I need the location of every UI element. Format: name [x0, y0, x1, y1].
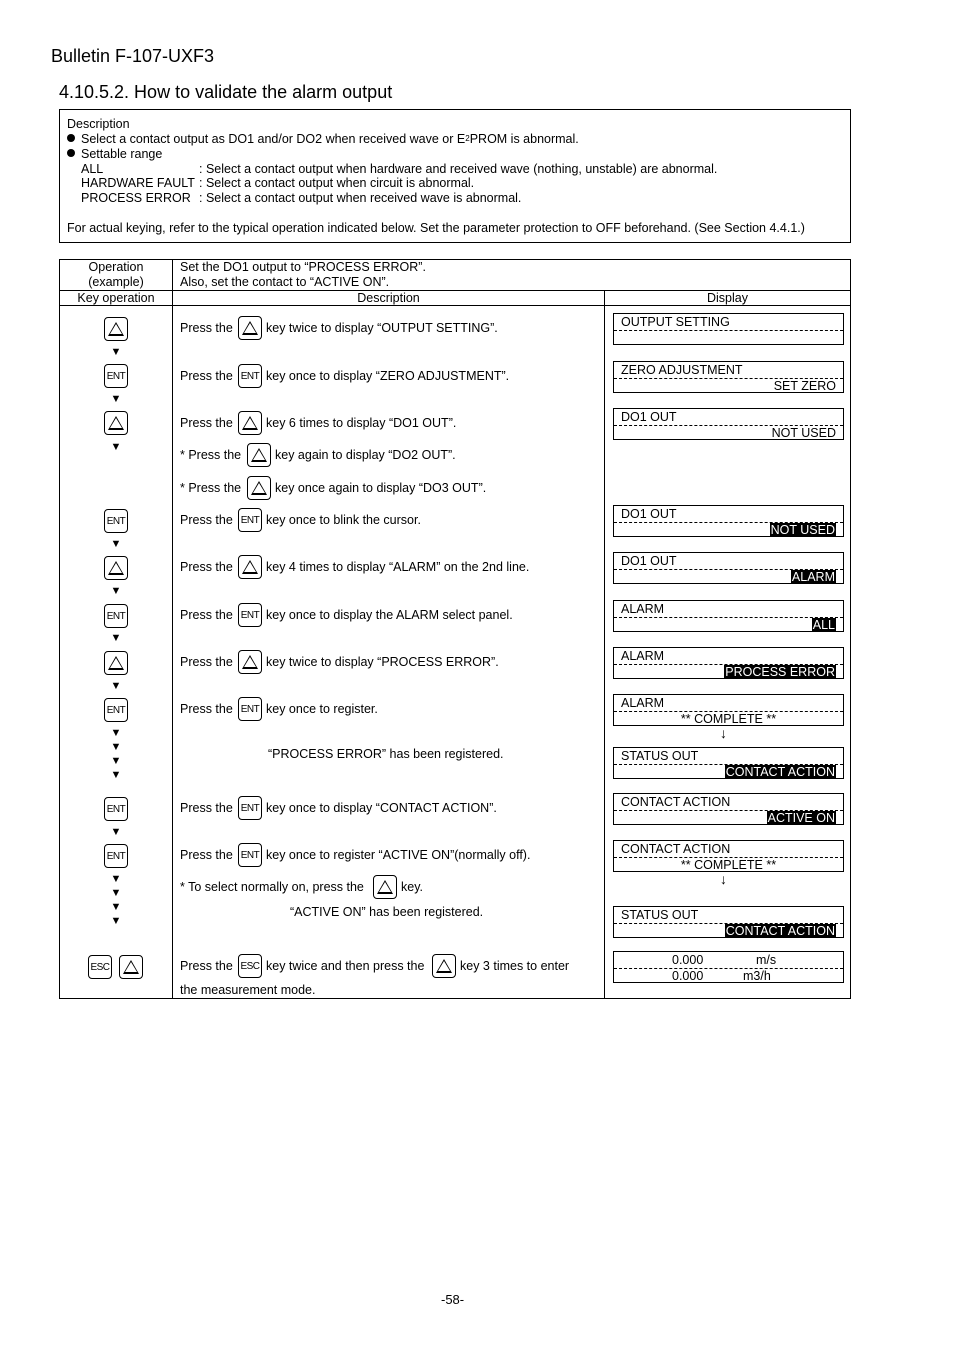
transition-arrow-icon: ↓ — [720, 725, 727, 741]
step-description: key twice to display “PROCESS ERROR”. — [266, 655, 499, 669]
up-key-icon — [104, 651, 128, 675]
arrow-down-icon: ▼ — [110, 755, 122, 767]
table-border — [59, 998, 851, 999]
range-text: : Select a contact output when hardware and received wave (nothing, unstable) are abnormal. — [199, 162, 718, 176]
table-border — [59, 259, 60, 999]
lcd-display: ZERO ADJUSTMENT SET ZERO — [613, 361, 844, 393]
cursor-highlight: ALARM — [791, 570, 835, 584]
cursor-highlight: CONTACT ACTION — [725, 924, 835, 938]
step-note: key again to display “DO2 OUT”. — [275, 448, 456, 462]
step-description: Press the — [180, 655, 233, 669]
description-box — [59, 109, 851, 243]
arrow-down-icon: ▼ — [110, 393, 122, 405]
arrow-down-icon: ▼ — [110, 901, 122, 913]
step-description: key once to register “ACTIVE ON”(normally off). — [266, 848, 531, 862]
arrow-down-icon: ▼ — [110, 741, 122, 753]
up-key-icon — [247, 443, 271, 467]
bullet-item: Select a contact output as DO1 and/or DO2 when received wave or $E^2PROM$ is abnormal. — [67, 132, 579, 148]
ent-key-icon: ENT — [104, 364, 128, 388]
step-description: the measurement mode. — [180, 983, 316, 997]
step-description: key twice to display “OUTPUT SETTING”. — [266, 321, 498, 335]
step-description: Press the — [180, 321, 233, 335]
cursor-highlight: NOT USED — [770, 523, 835, 537]
ent-key-icon: ENT — [104, 844, 128, 868]
cursor-highlight: CONTACT ACTION — [725, 765, 835, 779]
ent-key-icon: ENT — [104, 797, 128, 821]
step-description: Press the — [180, 369, 233, 383]
arrow-down-icon: ▼ — [110, 887, 122, 899]
arrow-down-icon: ▼ — [110, 727, 122, 739]
operation-text: Set the DO1 output to “PROCESS ERROR”. — [180, 260, 426, 274]
column-header-display: Display — [707, 291, 748, 305]
bullet-icon — [67, 149, 75, 157]
lcd-display: STATUS OUT CONTACT ACTION — [613, 747, 844, 779]
step-description: Press the — [180, 801, 233, 815]
page-number: -58- — [441, 1292, 465, 1307]
up-key-icon — [373, 875, 397, 899]
operation-label: Operation — [88, 260, 144, 274]
lcd-display: ALARM PROCESS ERROR — [613, 647, 844, 679]
step-description: Press the — [180, 416, 233, 430]
lcd-display: DO1 OUT NOT USED — [613, 408, 844, 440]
ent-key-icon: ENT — [238, 796, 262, 820]
up-key-icon — [238, 316, 262, 340]
range-name: ALL — [81, 162, 104, 176]
bulletin-number: Bulletin F-107-UXF3 — [51, 46, 215, 66]
lcd-display: ALARM ALL — [613, 600, 844, 632]
up-key-icon — [238, 555, 262, 579]
ent-key-icon: ENT — [238, 364, 262, 388]
arrow-down-icon: ▼ — [110, 632, 122, 644]
lcd-display: CONTACT ACTION ACTIVE ON — [613, 793, 844, 825]
step-description: key twice and then press the — [266, 959, 425, 973]
range-text: : Select a contact output when received wave is abnormal. — [199, 191, 522, 205]
step-description: key 4 times to display “ALARM” on the 2nd line. — [266, 560, 530, 574]
section-title: 4.10.5.2. How to validate the alarm output — [59, 82, 393, 102]
cursor-highlight: ACTIVE ON — [767, 811, 835, 825]
step-description: Press the — [180, 848, 233, 862]
step-description: Press the — [180, 959, 233, 973]
cursor-highlight: PROCESS ERROR — [725, 665, 835, 679]
ent-key-icon: ENT — [104, 698, 128, 722]
arrow-down-icon: ▼ — [110, 873, 122, 885]
up-key-icon — [238, 411, 262, 435]
keying-note: For actual keying, refer to the typical operation indicated below. Set the parameter protection to OFF beforehand. (See Section 4.4.1.) — [67, 221, 805, 235]
lcd-display: OUTPUT SETTING — [613, 313, 844, 345]
lcd-display: STATUS OUT CONTACT ACTION — [613, 906, 844, 938]
operation-text: Also, set the contact to “ACTIVE ON”. — [180, 275, 390, 289]
step-description: key once to blink the cursor. — [266, 513, 421, 527]
step-description: Press the — [180, 513, 233, 527]
ent-key-icon: ENT — [238, 697, 262, 721]
step-note: key once again to display “DO3 OUT”. — [275, 481, 487, 495]
esc-key-icon: ESC — [238, 954, 262, 978]
step-description: Press the — [180, 702, 233, 716]
table-divider — [604, 290, 605, 999]
step-description: key once to display the ALARM select panel. — [266, 608, 513, 622]
arrow-down-icon: ▼ — [110, 680, 122, 692]
operation-label: (example) — [88, 275, 144, 289]
lcd-display: CONTACT ACTION ** COMPLETE ** — [613, 840, 844, 872]
step-description: key once to display “CONTACT ACTION”. — [266, 801, 497, 815]
step-description: key once to register. — [266, 702, 378, 716]
column-header-key: Key operation — [77, 291, 155, 305]
step-description: Press the — [180, 608, 233, 622]
step-note: key. — [401, 880, 423, 894]
arrow-down-icon: ▼ — [110, 585, 122, 597]
up-key-icon — [432, 954, 456, 978]
up-key-icon — [238, 650, 262, 674]
arrow-down-icon: ▼ — [110, 346, 122, 358]
ent-key-icon: ENT — [238, 508, 262, 532]
lcd-display: ALARM ** COMPLETE ** — [613, 694, 844, 726]
arrow-down-icon: ▼ — [110, 538, 122, 550]
step-result: “PROCESS ERROR” has been registered. — [268, 747, 504, 761]
arrow-down-icon: ▼ — [110, 826, 122, 838]
bullet-icon — [67, 134, 75, 142]
table-border — [850, 259, 851, 999]
arrow-down-icon: ▼ — [110, 769, 122, 781]
esc-key-icon: ESC — [88, 955, 112, 979]
column-header-description: Description — [357, 291, 420, 305]
description-heading: Description — [67, 117, 130, 131]
arrow-down-icon: ▼ — [110, 915, 122, 927]
ent-key-icon: ENT — [104, 604, 128, 628]
up-key-icon — [104, 411, 128, 435]
step-note: * Press the — [180, 448, 242, 462]
step-description: key 3 times to enter — [460, 959, 570, 973]
bullet-item: Settable range — [67, 147, 162, 162]
ent-key-icon: ENT — [238, 843, 262, 867]
table-border — [59, 259, 851, 260]
arrow-down-icon: ▼ — [110, 441, 122, 453]
range-name: HARDWARE FAULT — [81, 176, 195, 190]
cursor-highlight: ALL — [812, 618, 835, 632]
table-divider — [172, 259, 173, 999]
step-note: * Press the — [180, 481, 242, 495]
up-key-icon — [104, 317, 128, 341]
step-result: “ACTIVE ON” has been registered. — [290, 905, 484, 919]
step-description: key once to display “ZERO ADJUSTMENT”. — [266, 369, 510, 383]
lcd-display: DO1 OUT ALARM — [613, 552, 844, 584]
ent-key-icon: ENT — [238, 603, 262, 627]
lcd-display: DO1 OUT NOT USED — [613, 505, 844, 537]
transition-arrow-icon: ↓ — [720, 871, 727, 887]
lcd-display-measurement: 0.000 m/s 0.000 m3/h — [613, 951, 844, 983]
range-name: PROCESS ERROR — [81, 191, 191, 205]
ent-key-icon: ENT — [104, 509, 128, 533]
up-key-icon — [247, 476, 271, 500]
range-text: : Select a contact output when circuit is abnormal. — [199, 176, 475, 190]
up-key-icon — [119, 955, 143, 979]
step-note: * To select normally on, press the — [180, 880, 364, 894]
up-key-icon — [104, 556, 128, 580]
step-description: Press the — [180, 560, 233, 574]
step-description: key 6 times to display “DO1 OUT”. — [266, 416, 457, 430]
